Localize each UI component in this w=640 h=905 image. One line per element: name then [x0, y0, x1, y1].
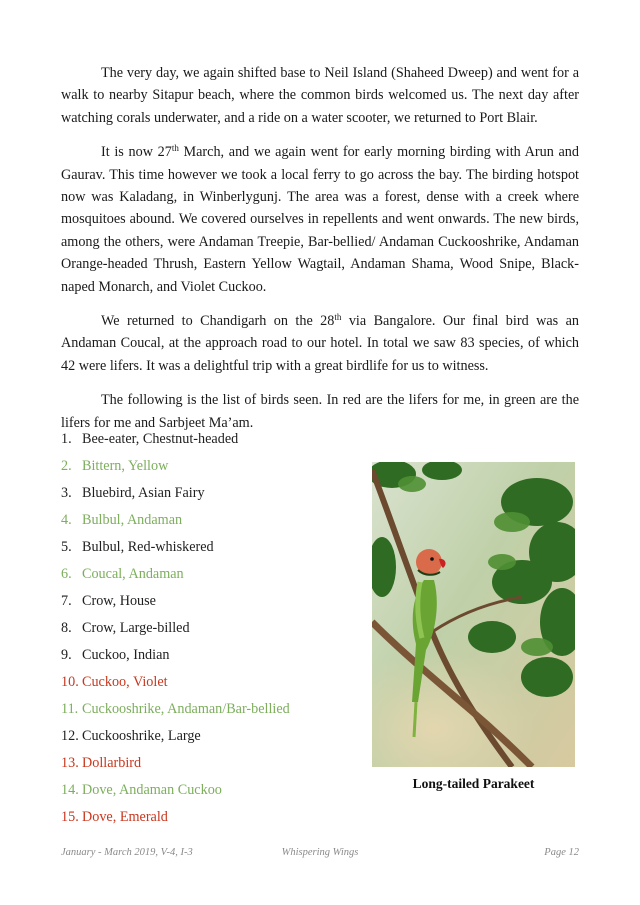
- bird-name: Bittern, Yellow: [82, 458, 169, 474]
- bird-list-item: [61, 509, 361, 536]
- bird-list-item: [61, 590, 361, 617]
- footer-page-number: Page 12: [544, 847, 579, 858]
- bird-name: Bulbul, Red-whiskered: [82, 539, 214, 555]
- bird-number: 4.: [61, 512, 72, 528]
- photo-caption: Long-tailed Parakeet: [412, 776, 535, 791]
- bird-name: Cuckooshrike, Large: [82, 728, 201, 744]
- ordinal-suffix: th: [334, 312, 342, 323]
- bird-number: 9.: [61, 647, 72, 663]
- footer-publication: Whispering Wings: [281, 847, 359, 858]
- paragraph: [61, 62, 579, 129]
- bird-name: Dove, Andaman Cuckoo: [82, 782, 222, 798]
- bird-name: Coucal, Andaman: [82, 566, 184, 582]
- bird-name: Bulbul, Andaman: [82, 512, 183, 528]
- bird-name: Dove, Emerald: [82, 809, 168, 825]
- bird-list-item: [61, 644, 361, 671]
- bird-number: 13.: [61, 755, 79, 771]
- bird-number: 6.: [61, 566, 72, 582]
- paragraph-text: We returned to Chandigarh on the 28: [101, 313, 335, 330]
- bird-list-item: [61, 482, 361, 509]
- parakeet-photo: [372, 462, 575, 767]
- bird-name: Cuckoo, Indian: [82, 647, 170, 663]
- bird-number: 7.: [61, 593, 72, 609]
- bird-list-item: [61, 536, 361, 563]
- ordinal-suffix: th: [171, 143, 179, 154]
- paragraph-text: The very day, we again shifted base to Neil Island (Shaheed Dweep) and went for a walk to nearby Sitapur beach, where the common birds welcomed us. The next day after watching corals underwater, and a ride on a water scooter, we returned to Port Blair.: [61, 65, 579, 126]
- bird-number: 8.: [61, 620, 72, 636]
- bird-number: 11.: [61, 701, 79, 717]
- bird-list-item: [61, 779, 361, 806]
- footer-issue: January - March 2019, V-4, I-3: [61, 847, 193, 858]
- bird-list-item: [61, 698, 361, 725]
- bird-number: 1.: [61, 431, 72, 447]
- bird-name: Dollarbird: [82, 755, 142, 771]
- bird-list-item: [61, 806, 361, 833]
- bird-number: 14.: [61, 782, 79, 798]
- bird-list-item: [61, 752, 361, 779]
- bird-number: 3.: [61, 485, 72, 501]
- bird-number: 10.: [61, 674, 79, 690]
- bird-list-item: [61, 455, 361, 482]
- paragraph: [61, 141, 579, 298]
- bird-name: Bee-eater, Chestnut-headed: [82, 431, 239, 447]
- bird-number: 15.: [61, 809, 79, 825]
- bird-list-item: [61, 671, 361, 698]
- bird-name: Cuckooshrike, Andaman/Bar-bellied: [82, 701, 290, 717]
- bird-list-item: [61, 563, 361, 590]
- article-body: [61, 62, 579, 446]
- paragraph-text: March, and we again went for early morning birding with Arun and Gaurav. This time however we took a local ferry to go across the bay. The birding hotspot now was Kaladang, in Winberlygunj. The area was a forest, dense with a creek where mosquitoes abound. We covered ourselves in repellents and went onwards. The new birds, among the others, were Andaman Treepie, Bar-bellied/ Andaman Cuckooshrike, Andaman Orange-headed Thrush, Eastern Yellow Wagtail, Andaman Shama, Wood Snipe, Black-naped Monarch, and Violet Cuckoo.: [61, 144, 579, 295]
- bird-number: 12.: [61, 728, 79, 744]
- paragraph-text: via Bangalore. Our final bird was an Andaman Coucal, at the approach road to our hotel. In total we saw 83 species, of which 42 were lifers. It was a delightful trip with a great birdlife for us to witness.: [61, 313, 579, 374]
- bird-list-item: [61, 725, 361, 752]
- bird-number: 2.: [61, 458, 72, 474]
- bird-name: Crow, Large-billed: [82, 620, 190, 636]
- page-footer: [61, 847, 579, 863]
- bird-list-item: [61, 428, 361, 455]
- parakeet-illustration: [372, 462, 575, 767]
- paragraph-text: The following is the list of birds seen. In red are the lifers for me, in green are the lifers for me and Sarbjeet Ma’am.: [61, 392, 579, 431]
- paragraph: [61, 310, 579, 377]
- bird-name: Bluebird, Asian Fairy: [82, 485, 205, 501]
- bird-list-item: [61, 617, 361, 644]
- bird-name: Crow, House: [82, 593, 156, 609]
- bird-name: Cuckoo, Violet: [82, 674, 168, 690]
- bird-list: [61, 428, 361, 833]
- paragraph-text: It is now 27: [101, 144, 172, 161]
- bird-number: 5.: [61, 539, 72, 555]
